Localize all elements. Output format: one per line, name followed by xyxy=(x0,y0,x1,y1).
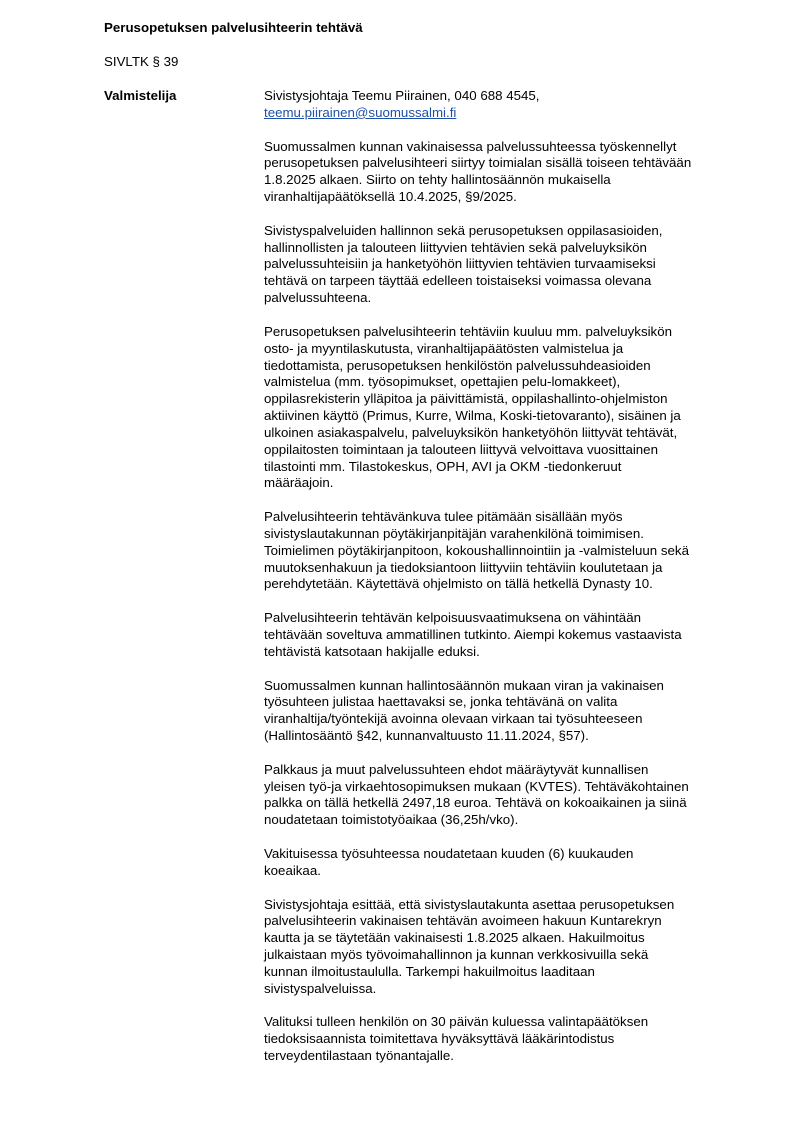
paragraph-line: kautta ja se täytetään vakinaisesti 1.8.2025 alkaen. Hakuilmoitus xyxy=(264,930,645,946)
paragraph-line: viranhaltijapäätöksellä 10.4.2025, §9/2025. xyxy=(264,189,517,205)
paragraph-line: oppilasrekisterin ylläpitoa ja päivittämistä, oppilashallinto-ohjelmiston xyxy=(264,391,668,407)
paragraph-line: työsuhteen julistaa haettavaksi se, jonka tehtävänä on valita xyxy=(264,694,618,710)
paragraph-line: oppilaitosten toimintaan ja talouteen liittyvä velvoittava vuosittainen xyxy=(264,441,658,457)
paragraph-line: (Hallintosääntö §42, kunnanvaltuusto 11.11.2024, §57). xyxy=(264,728,589,744)
paragraph-line: tiedoksisaannista toimitettava hyväksyttävä lääkärintodistus xyxy=(264,1031,615,1047)
paragraph-line: noudatetaan toimistotyöaikaa (36,25h/vko). xyxy=(264,812,519,828)
paragraph-line: sivistyslautakunnan pöytäkirjanpitäjän varahenkilönä toimimisen. xyxy=(264,525,644,541)
paragraph-line: tehtävään soveltuva ammatillinen tutkinto. Aiempi kokemus vastaavista xyxy=(264,627,682,642)
paragraph-line: Perusopetuksen palvelusihteerin tehtäviin kuuluu mm. palveluyksikön xyxy=(264,323,672,339)
paragraph-line: palvelussuhteena. xyxy=(264,290,372,306)
paragraph-line: terveydentilastaan työnantajalle. xyxy=(264,1048,454,1064)
paragraph-line: julkaistaan myös työvoimahallinnon ja kunnan verkkosivuilla sekä xyxy=(264,947,649,963)
body-paragraph xyxy=(264,1014,744,1065)
paragraph-line: perehdytetään. Käytettävä ohjelmisto on tällä hetkellä Dynasty 10. xyxy=(264,576,653,592)
body-paragraph xyxy=(264,324,744,492)
paragraph-line: sivistyspalveluissa. xyxy=(264,980,377,996)
paragraph-line: tehtävistä katsotaan hakijalle eduksi. xyxy=(264,643,480,659)
paragraph-line: hallinnollisten ja talouteen liittyvien tehtävien sekä palveluyksikön xyxy=(264,239,647,255)
preparer-info xyxy=(264,88,744,122)
paragraph-line: yleisen työ-ja virkaehtosopimuksen mukaan (KVTES). Tehtäväkohtainen xyxy=(264,778,689,794)
body-paragraph xyxy=(264,509,744,593)
preparer-name: Sivistysjohtaja Teemu Piirainen, 040 688 4545, xyxy=(264,88,540,103)
meeting-reference: SIVLTK § 39 xyxy=(104,54,179,69)
paragraph-line: kunnan ilmoitustaululla. Tarkempi hakuilmoitus laaditaan xyxy=(264,963,595,979)
paragraph-line: Vakituisessa työsuhteessa noudatetaan kuuden (6) kuukauden xyxy=(264,845,634,861)
body-paragraph xyxy=(264,762,744,829)
document-title: Perusopetuksen palvelusihteerin tehtävä xyxy=(104,20,363,35)
paragraph-line: valmistelua (mm. työsopimukset, opettajien pelu-lomakkeet), xyxy=(264,374,621,390)
body-paragraph xyxy=(264,610,744,661)
paragraph-line: tehtävä on tarpeen täyttää edelleen toistaiseksi voimassa olevana xyxy=(264,273,652,289)
paragraph-line: ulkoinen asiakaspalvelu, palveluyksikön hanketyöhön liittyvät tehtävät, xyxy=(264,424,678,440)
paragraph-line: Palkkaus ja muut palvelussuhteen ehdot määräytyvät kunnallisen xyxy=(264,761,649,777)
paragraph-line: Suomussalmen kunnan vakinaisessa palvelussuhteessa työskennellyt xyxy=(264,138,677,154)
paragraph-line: Suomussalmen kunnan hallintosäännön mukaan viran ja vakinaisen xyxy=(264,677,664,693)
paragraph-line: Sivistyspalveluiden hallinnon sekä perusopetuksen oppilasasioiden, xyxy=(264,222,663,238)
document-body xyxy=(264,88,744,1082)
paragraph-line: Sivistysjohtaja esittää, että sivistyslautakunta asettaa perusopetuksen xyxy=(264,896,675,912)
paragraph-line: Valituksi tulleen henkilön on 30 päivän kuluessa valintapäätöksen xyxy=(264,1014,649,1030)
paragraph-line: tilastointi mm. Tilastokeskus, OPH, AVI ja OKM -tiedonkeruut xyxy=(264,458,622,474)
paragraph-line: Palvelusihteerin tehtävänkuva tulee pitämään sisällään myös xyxy=(264,509,623,525)
body-paragraph xyxy=(264,139,744,206)
paragraph-line: Palvelusihteerin tehtävän kelpoisuusvaatimuksena on vähintään xyxy=(264,610,641,626)
preparer-email-link[interactable]: teemu.piirainen@suomussalmi.fi xyxy=(264,104,457,120)
paragraph-line: palkka on tällä hetkellä 2497,18 euroa. Tehtävä on kokoaikainen ja siinä xyxy=(264,795,687,811)
paragraph-line: määräajoin. xyxy=(264,475,334,491)
body-paragraph xyxy=(264,223,744,307)
body-paragraph xyxy=(264,846,744,880)
preparer-label: Valmistelija xyxy=(104,88,177,103)
paragraph-line: palvelusihteerin vakinaisen tehtävän avoimeen hakuun Kuntarekryn xyxy=(264,913,662,929)
paragraph-line: tiedottamista, perusopetuksen henkilöstön palvelussuhdeasioiden xyxy=(264,357,651,373)
paragraph-line: aktiivinen käyttö (Primus, Kurre, Wilma, Koski-tietovaranto), sisäinen ja xyxy=(264,408,681,424)
paragraph-line: viranhaltija/työntekijä avoinna olevaan virkaan tai työsuhteeseen xyxy=(264,711,643,727)
paragraph-line: Toimielimen pöytäkirjanpitoon, kokoushallinnointiin ja -valmisteluun sekä xyxy=(264,542,689,558)
body-paragraph xyxy=(264,678,744,745)
body-paragraph xyxy=(264,897,744,998)
paragraph-line: osto- ja myyntilaskutusta, viranhaltijapäätösten valmistelua ja xyxy=(264,340,624,356)
paragraph-line: perusopetuksen palvelusihteeri siirtyy toimialan sisällä toiseen tehtävään xyxy=(264,155,692,171)
paragraph-line: koeaikaa. xyxy=(264,862,321,878)
paragraph-line: muutoksenhakuun ja tiedoksiantoon liittyviin tehtäviin koulutetaan ja xyxy=(264,559,663,575)
paragraph-line: 1.8.2025 alkaen. Siirto on tehty hallintosäännön mukaisella xyxy=(264,172,611,188)
body-paragraphs xyxy=(264,139,744,1065)
paragraph-line: palvelussuhteisiin ja hanketyöhön liittyvien tehtävien turvaamiseksi xyxy=(264,256,656,272)
